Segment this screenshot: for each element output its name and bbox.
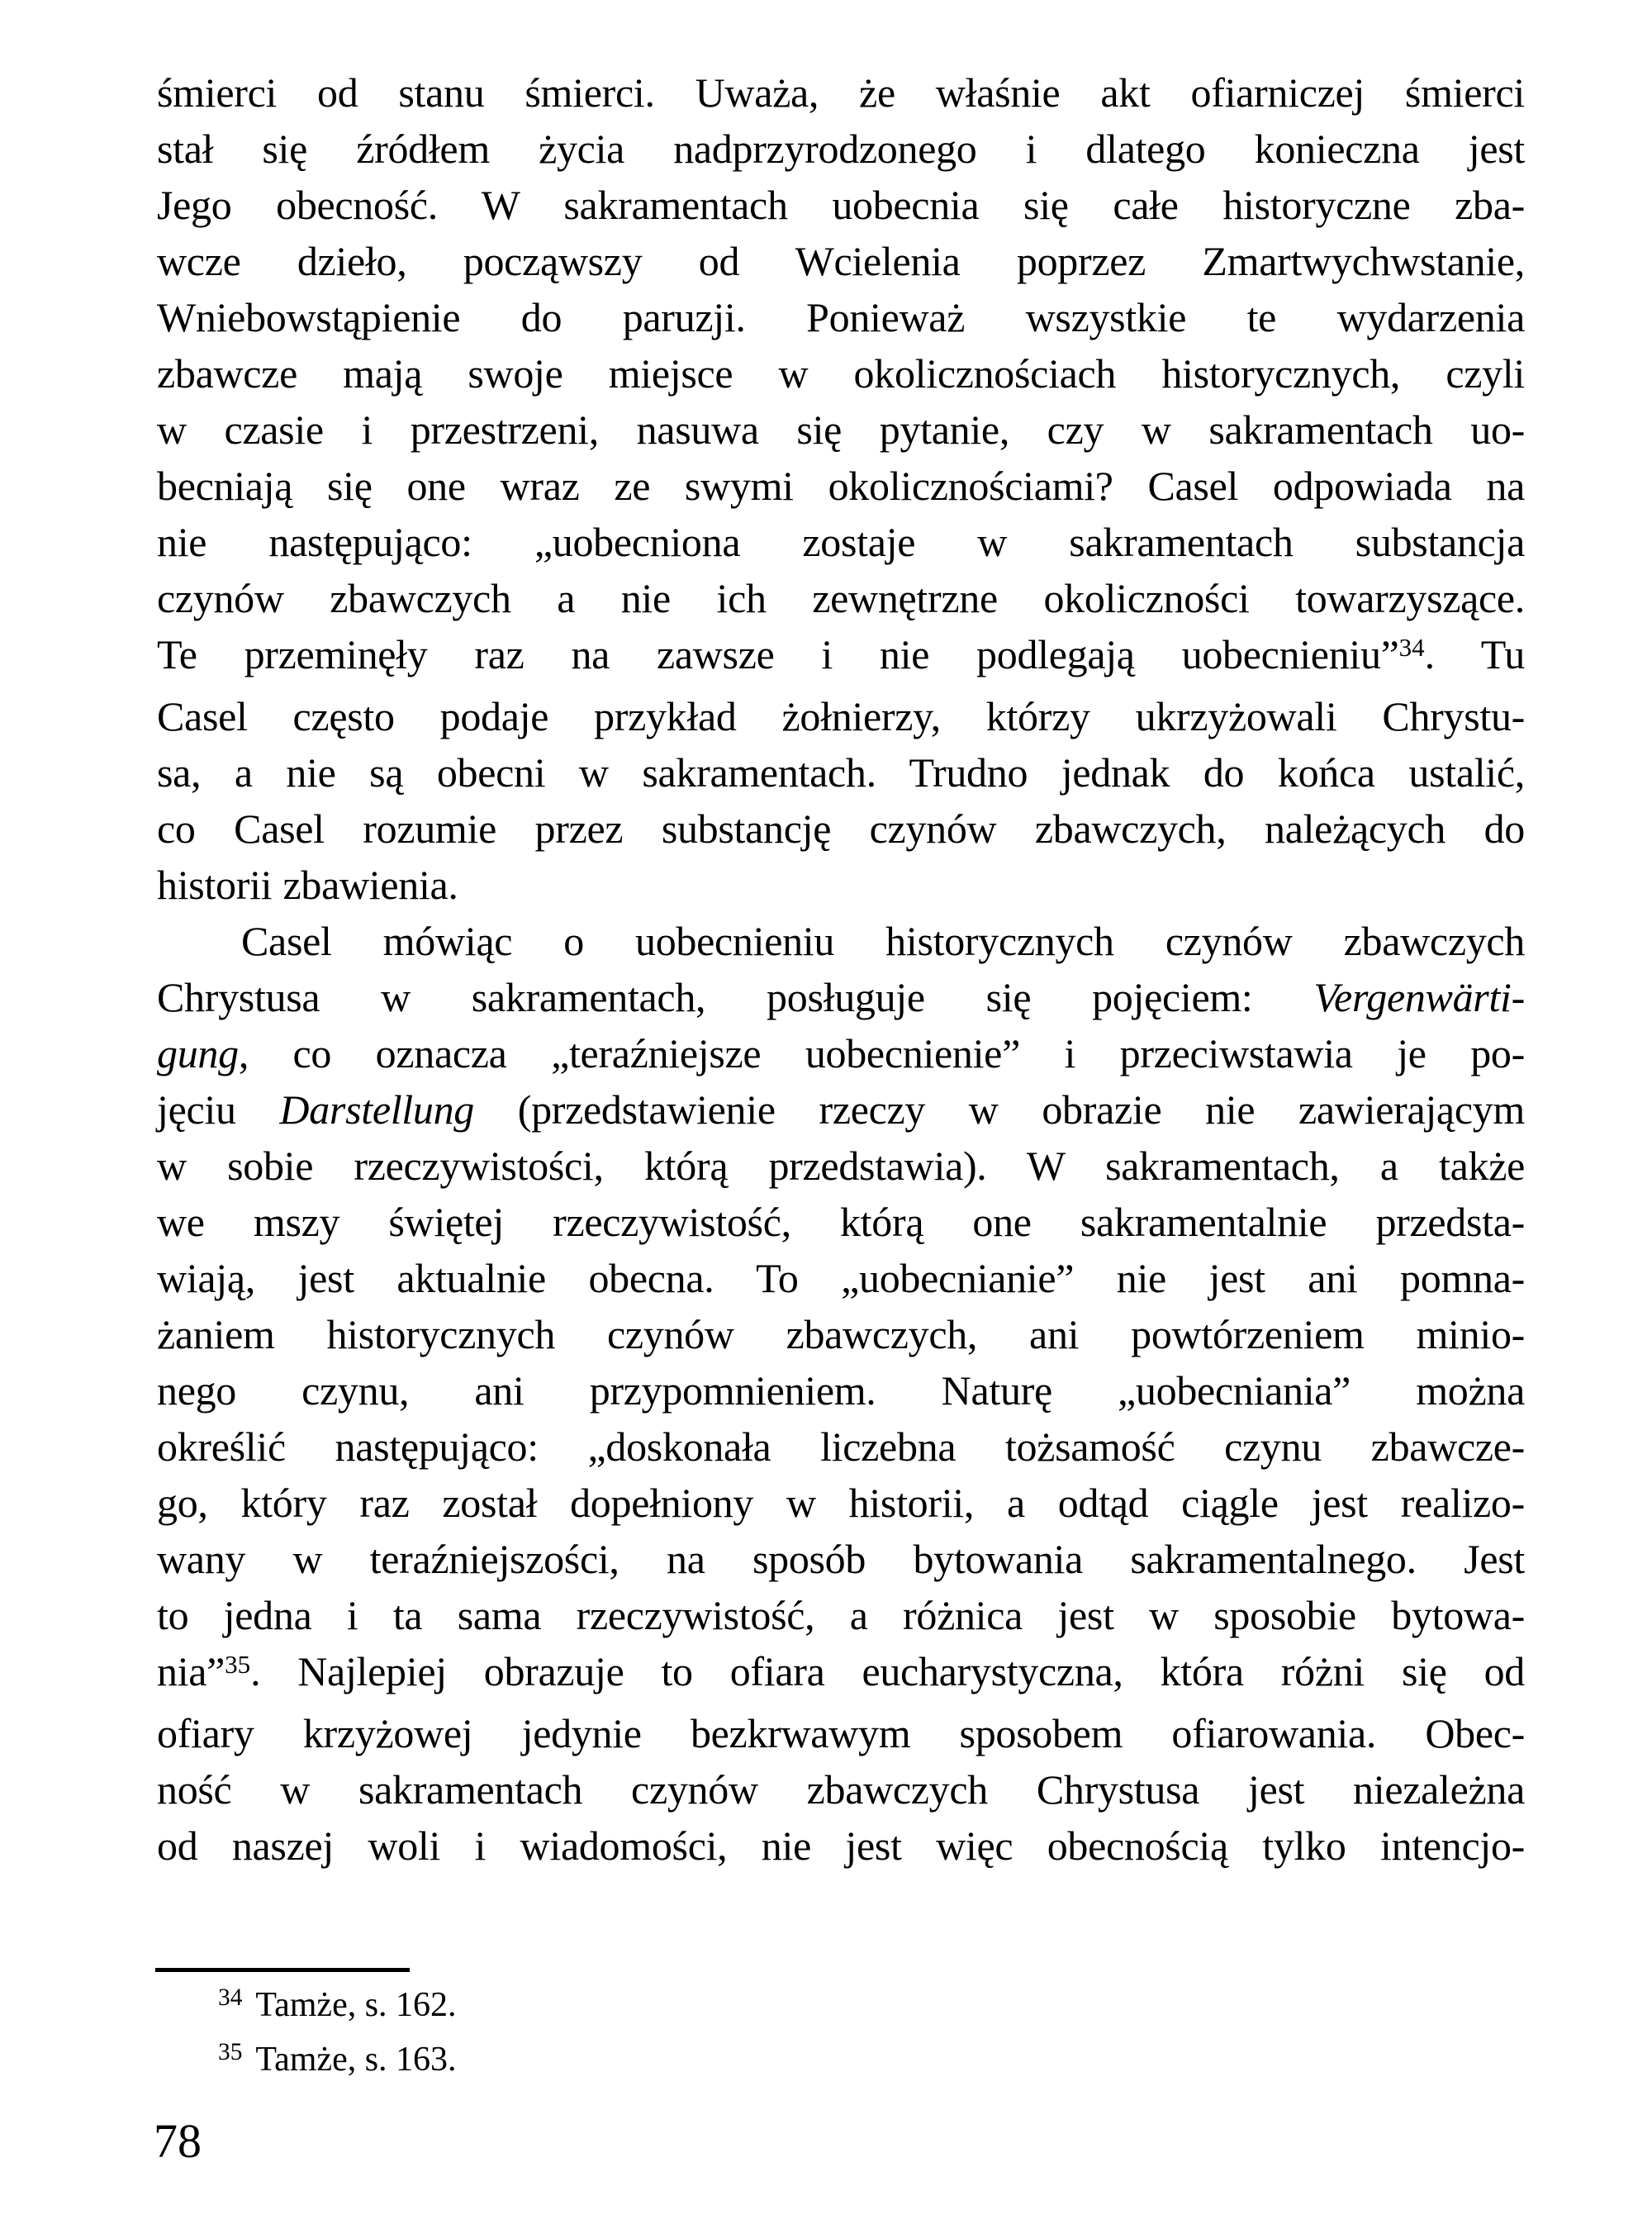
text-line: stał się źródłem życia nadprzyrodzonego i dlatego konieczna jest — [157, 126, 1525, 172]
text-line: becniają się one wraz ze swymi okolicznościami? Casel odpowiada na — [157, 463, 1525, 509]
text-line: określić następująco: „doskonała liczebna tożsamość czynu zbawcze- — [157, 1423, 1525, 1470]
text-line: ność w sakramentach czynów zbawczych Chrystusa jest niezależna — [157, 1766, 1525, 1813]
footnote-marker: 35 — [218, 2038, 243, 2065]
footnote-text: Tamże, s. 163. — [255, 2041, 457, 2079]
text-line: jęciu Darstellung (przedstawienie rzeczy w obrazie nie zawierającym — [157, 1086, 1525, 1133]
text-line: gung, co oznacza „teraźniejsze uobecnienie” i przeciwstawia je po- — [157, 1030, 1525, 1076]
text-line: historii zbawienia. — [157, 862, 458, 908]
text-line: nego czynu, ani przypomnieniem. Naturę „uobecniania” można — [157, 1367, 1525, 1414]
body-text — [157, 64, 1525, 1874]
text-line: żaniem historycznych czynów zbawczych, ani powtórzeniem minio- — [157, 1311, 1525, 1357]
text-line: wany w teraźniejszości, na sposób bytowania sakramentalnego. Jest — [157, 1536, 1525, 1582]
text-line: sa, a nie są obecni w sakramentach. Trudno jednak do końca ustalić, — [157, 749, 1525, 796]
text-line: nie następująco: „uobecniona zostaje w sakramentach substancja — [157, 519, 1525, 565]
footnotes — [157, 1979, 1525, 2089]
text-line: wiają, jest aktualnie obecna. To „uobecnianie” nie jest ani pomna- — [157, 1255, 1525, 1301]
text-line: Casel często podaje przykład żołnierzy, którzy ukrzyżowali Chrystu- — [157, 693, 1525, 739]
text-line: Casel mówiąc o uobecnieniu historycznych czynów zbawczych — [241, 918, 1525, 964]
text-line: Chrystusa w sakramentach, posługuje się pojęciem: Vergenwärti- — [157, 974, 1525, 1020]
text-line: Te przeminęły raz na zawsze i nie podlegają uobecnieniu”$^{34}$. Tu — [157, 631, 1525, 677]
footnote-item — [157, 1979, 1525, 2034]
text-line: Jego obecność. W sakramentach uobecnia się całe historyczne zba- — [157, 182, 1525, 228]
text-line: w sobie rzeczywistości, którą przedstawia). W sakramentach, a także — [157, 1143, 1525, 1189]
text-line: od naszej woli i wiadomości, nie jest więc obecnością tylko intencjo- — [157, 1822, 1525, 1869]
text-line: wcze dzieło, począwszy od Wcielenia poprzez Zmartwychwstanie, — [157, 238, 1525, 284]
text-line: ofiary krzyżowej jedynie bezkrwawym sposobem ofiarowania. Obec- — [157, 1710, 1525, 1756]
text-line: go, który raz został dopełniony w historii, a odtąd ciągle jest realizo- — [157, 1480, 1525, 1526]
text-line: śmierci od stanu śmierci. Uważa, że właśnie akt ofiarniczej śmierci — [157, 69, 1525, 116]
footnote-item — [157, 2034, 1525, 2089]
text-line: w czasie i przestrzeni, nasuwa się pytanie, czy w sakramentach uo- — [157, 406, 1525, 453]
footnote-text: Tamże, s. 162. — [255, 1986, 457, 2024]
text-line: Wniebowstąpienie do paruzji. Ponieważ wszystkie te wydarzenia — [157, 294, 1525, 340]
footnote-separator-rule — [155, 1968, 410, 1972]
footnote-reference: 34 — [1398, 633, 1425, 663]
footnote-reference: 35 — [225, 1650, 251, 1680]
text-line: we mszy świętej rzeczywistość, którą one sakramentalnie przedsta- — [157, 1199, 1525, 1245]
text-line: to jedna i ta sama rzeczywistość, a różnica jest w sposobie bytowa- — [157, 1592, 1525, 1638]
footnote-marker: 34 — [218, 1984, 243, 2011]
text-line: nia”$^{35}$. Najlepiej obrazuje to ofiara eucharystyczna, która różni się od — [157, 1648, 1525, 1694]
page-number: 78 — [154, 2114, 202, 2168]
text-line: zbawcze mają swoje miejsce w okolicznościach historycznych, czyli — [157, 350, 1525, 397]
text-line: czynów zbawczych a nie ich zewnętrzne okoliczności towarzyszące. — [157, 575, 1525, 621]
text-line: co Casel rozumie przez substancję czynów zbawczych, należących do — [157, 805, 1525, 852]
